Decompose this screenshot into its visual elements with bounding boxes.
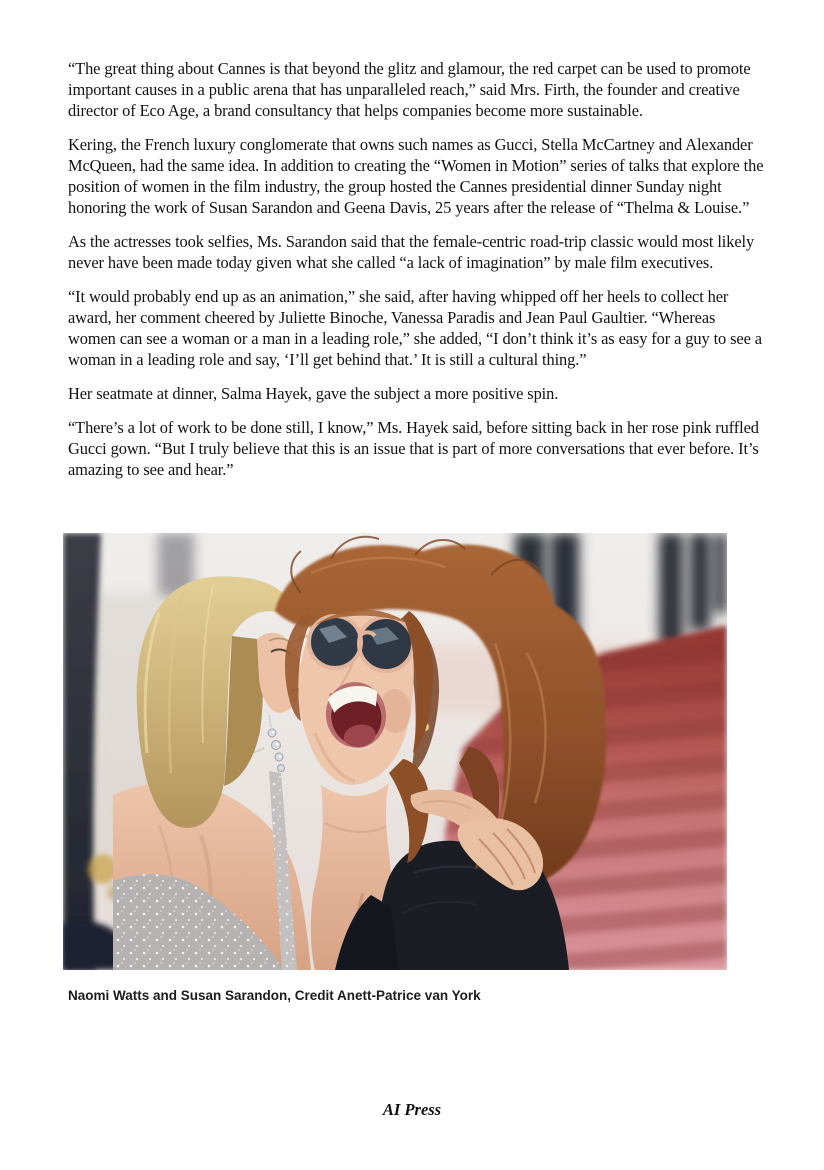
article-paragraph: Her seatmate at dinner, Salma Hayek, gave the subject a more positive spin.: [68, 384, 559, 403]
article-body: [68, 58, 767, 493]
article-paragraph: As the actresses took selfies, Ms. Sarandon said that the female-centric road-trip classic would most likely never have been made today given what she called “a lack of imagination” by male film executives.: [68, 232, 755, 272]
photo-caption: Naomi Watts and Susan Sarandon, Credit Anett-Patrice van York: [68, 988, 481, 1003]
article-paragraph: “The great thing about Cannes is that beyond the glitz and glamour, the red carpet can be used to promote important causes in a public arena that has unparalleled reach,” said Mrs. Firth, the founder and creative director of Eco Age, a brand consultancy that helps companies become more sustainable.: [68, 59, 751, 120]
article-paragraph: “It would probably end up as an animation,” she said, after having whipped off her heels to collect her award, her comment cheered by Juliette Binoche, Vanessa Paradis and Jean Paul Gaultier. “Whereas women can see a woman or a man in a leading role,” she added, “I don’t think it’s as easy for a guy to see a woman in a leading role and say, ‘I’ll get behind that.’ It is still a cultural thing.”: [68, 287, 762, 369]
red-carpet-photo: [63, 533, 727, 970]
page-footer: [0, 1100, 824, 1120]
article-paragraph: “There’s a lot of work to be done still, I know,” Ms. Hayek said, before sitting back in her rose pink ruffled Gucci gown. “But I truly believe that this is an issue that is part of more conversations that ever before. It’s amazing to see and hear.”: [68, 418, 759, 479]
photo-illustration: [63, 533, 727, 970]
article-paragraph: Kering, the French luxury conglomerate that owns such names as Gucci, Stella McCartney and Alexander McQueen, had the same idea. In addition to creating the “Women in Motion” series of talks that explore the position of women in the film industry, the group hosted the Cannes presidential dinner Sunday night honoring the work of Susan Sarandon and Geena Davis, 25 years after the release of “Thelma & Louise.”: [68, 135, 764, 217]
press-brand: AI Press: [382, 1100, 442, 1119]
